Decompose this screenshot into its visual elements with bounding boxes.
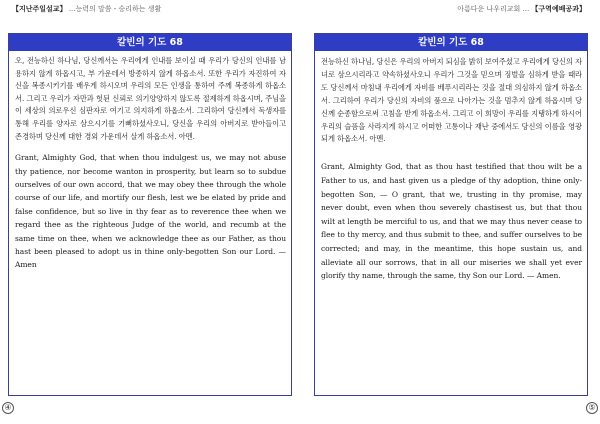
- english-prayer-text: Grant, Almighty God, that when thou indulgest us, we may not abuse thy patience, nor become wanton in prosperity, but learn so to subdue ourselves of our own accord, that we may obey thee through the whole course of our life, and mortify our flesh, lest we be elated by pride and false confidence, but so live in thy fear as to reverence thee when we regard thee as the righteous Judge of the world, and recumb at the same time on thee, when we acknowledge thee as our Father, as thou hast been pleased to adopt us in thine only-begotten Son our Lord. — Amen: [15, 153, 286, 270]
- header-subtitle: 아름다운 나우리교회 ...: [457, 5, 530, 13]
- prayer-box: [314, 33, 588, 396]
- prayer-title: 칼빈의 기도 68: [9, 34, 291, 51]
- header-category: 【구역예배공과】: [531, 5, 586, 13]
- english-prayer-text: Grant, Almighty God, that as thou hast testified that thou wilt be a Father to us, and hast given us a pledge of thy adoption, thine only-begotten Son, — O grant, that we, trusting in thy promise, may never doubt, even when thou severely chastisest us, but that thou wilt at length be merciful to us, and that we may thus never cease to flee to thy mercy, and thus submit to thee, and suffer ourselves to be corrected; and may, in the meantime, this hope sustain us, and alleviate all our sorrows, that in all our miseries we shall yet ever glorify thy name, through the same, thy Son our Lord. — Amen.: [321, 162, 582, 281]
- prayer-box: [8, 33, 292, 396]
- running-header: [12, 5, 161, 14]
- right-page: [304, 0, 600, 424]
- header-category: 【지난주일설교】: [12, 5, 67, 13]
- running-header: [457, 5, 586, 14]
- prayer-title: 칼빈의 기도 68: [315, 34, 587, 51]
- header-subtitle: ...능력의 말씀 - 승리하는 생활: [68, 5, 162, 13]
- page-number: ④: [2, 402, 14, 414]
- left-page: [0, 0, 296, 424]
- korean-prayer-text: 오, 전능하신 하나님, 당신께서는 우리에게 인내를 보이실 때 우리가 당신의 인내를 남용하지 않게 하옵시고, 부 가운데서 방종하지 않게 하옵소서. 또한 우리가 자진하여 자신을 복종시키기를 배우게 하시오며 우리의 모든 인생을 통하여 주께 복종하게 하옵소서. 그리고 우리가 자만과 헛된 신뢰로 의기양양하지 않도록 절제하게 하옵시며, 주님을 이 세상의 의로우신 심판자로 여기고 의지하게 하옵소서. 그리하여 당신께서 독생자를 통해 우리를 양자로 삼으시기를 기뻐하셨사오니, 당신을 우리의 아버지로 받아들이고 존경하며 당신께 대한 경외 가운데서 살게 하옵소서. 아멘.: [15, 56, 286, 141]
- page-number: ⑤: [586, 402, 598, 414]
- korean-prayer-text: 전능하신 하나님, 당신은 우리의 아버지 되심을 밝히 보여주셨고 우리에게 당신의 자녀로 삼으시리라고 약속하셨사오니 우리가 그것을 믿으며 징벌을 심하게 받을 때라도 당신께서 마침내 우리에게 자비를 베푸시리라는 것을 절대 의심하지 않게 하옵소서. 그리하여 우리가 당신의 자비의 품으로 나아가는 것을 멈추지 않게 하옵시며 당신께 순종함으로써 고침을 받게 하옵소서. 그리고 이 희망이 우리를 지탱하게 하시어 우리의 슬픔을 사라지게 하시고 어떠한 고통이나 재난 중에서도 당신의 이름을 영광되게 하옵소서. 아멘.: [321, 57, 582, 144]
